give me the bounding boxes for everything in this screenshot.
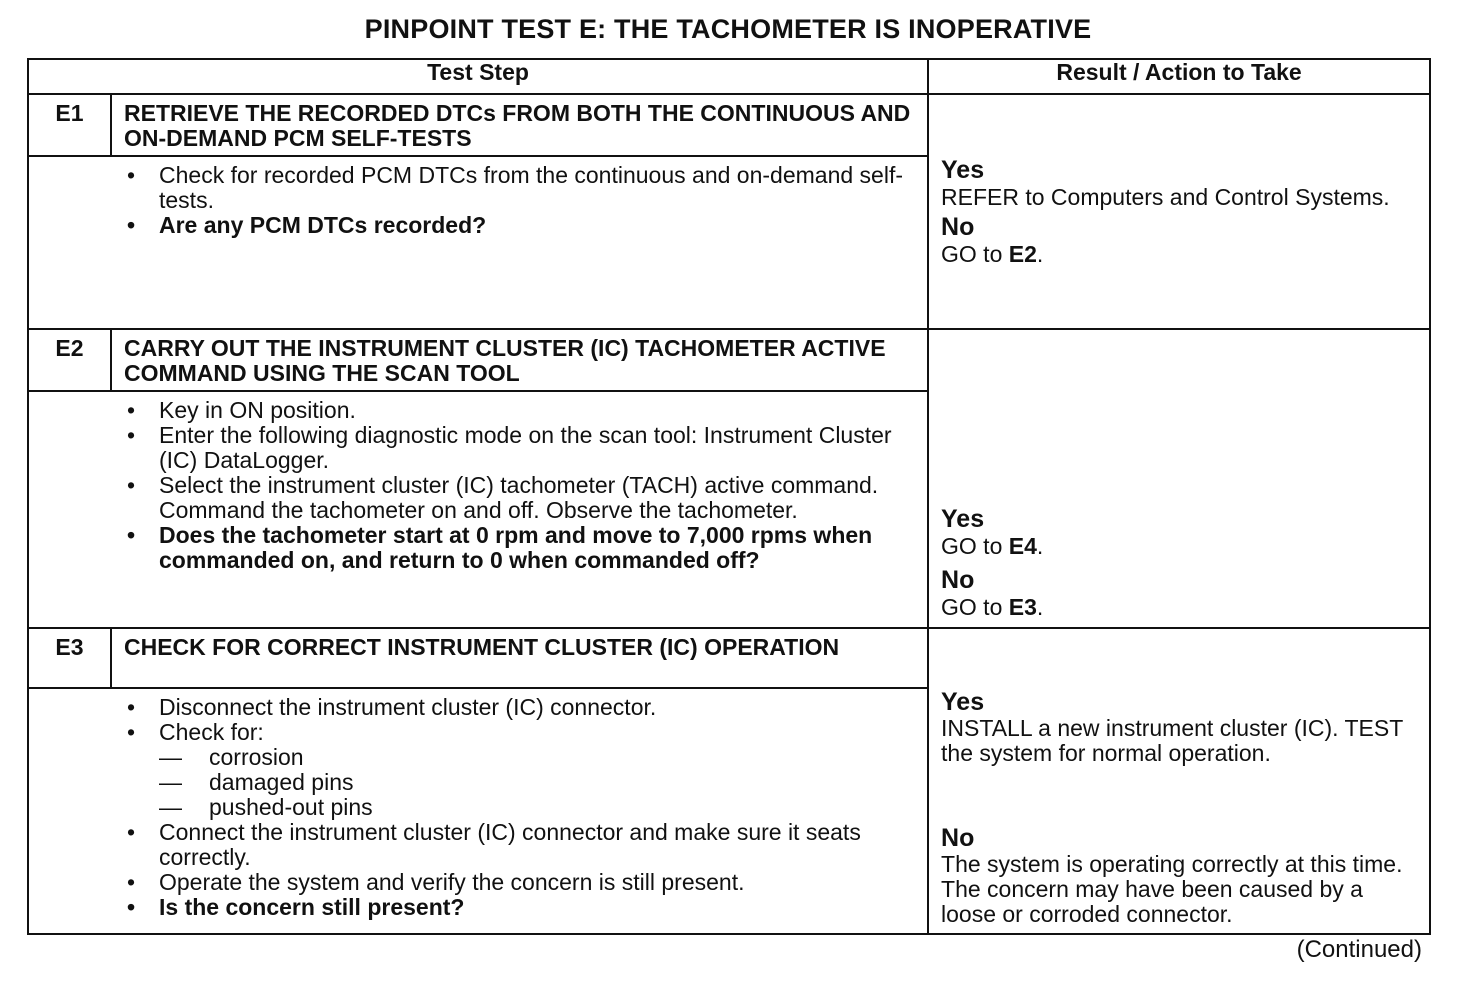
step-body: [111, 688, 928, 934]
step-ref-link: E3: [1008, 594, 1037, 620]
list-item: • Select the instrument cluster (IC) tachometer (TACH) active command. Command the tachometer on and off. Observe the tachometer.: [126, 472, 879, 523]
step-id: E3: [28, 628, 111, 688]
list-item: • Enter the following diagnostic mode on the scan tool: Instrument Cluster (IC) DataLogger.: [126, 422, 892, 473]
check-sublist: [159, 745, 917, 820]
continued-note: (Continued): [1296, 936, 1422, 963]
yes-label: Yes: [941, 155, 985, 184]
yes-label: Yes: [941, 505, 985, 533]
yes-action: GO to E4.: [941, 533, 1044, 559]
result-cell: [928, 94, 1430, 329]
sub-item: — corrosion: [159, 744, 304, 770]
step-id: E1: [28, 94, 111, 156]
question-item: • Does the tachometer start at 0 rpm and move to 7,000 rpms when commanded on, and return to 0 when commanded off?: [126, 522, 873, 573]
step-list: [123, 695, 917, 920]
sub-item: — damaged pins: [159, 769, 354, 795]
no-action: GO to E2.: [941, 240, 1044, 267]
step-id: E2: [28, 329, 111, 391]
step-ref-link: E2: [1008, 240, 1037, 267]
step-e2-heading-row: [28, 329, 1430, 391]
no-action: The system is operating correctly at this time. The concern may have been caused by a loose or corroded connector.: [941, 851, 1403, 927]
result-header: Result / Action to Take: [928, 59, 1430, 94]
list-item: • Check for recorded PCM DTCs from the continuous and on-demand self-tests.: [126, 162, 903, 213]
step-ref-link: E4: [1008, 533, 1037, 559]
test-step-header: Test Step: [28, 59, 928, 94]
step-list: [123, 398, 917, 573]
yes-action: REFER to Computers and Control Systems.: [941, 183, 1390, 210]
step-heading: CARRY OUT THE INSTRUMENT CLUSTER (IC) TACHOMETER ACTIVE COMMAND USING THE SCAN TOOL: [111, 329, 928, 391]
no-label: No: [941, 566, 975, 594]
yes-label: Yes: [941, 688, 985, 716]
no-label: No: [941, 212, 975, 241]
question-item: • Are any PCM DTCs recorded?: [126, 212, 487, 238]
list-item: • Operate the system and verify the concern is still present.: [126, 869, 745, 895]
step-heading: RETRIEVE THE RECORDED DTCs FROM BOTH THE CONTINUOUS AND ON-DEMAND PCM SELF-TESTS: [111, 94, 928, 156]
yes-action: INSTALL a new instrument cluster (IC). TEST the system for normal operation.: [941, 715, 1403, 766]
table-header-row: [28, 59, 1430, 94]
no-action: GO to E3.: [941, 594, 1044, 620]
pinpoint-test-table: [27, 58, 1431, 935]
no-label: No: [941, 824, 975, 852]
result-cell: [928, 628, 1430, 934]
sub-item: — pushed-out pins: [159, 794, 373, 820]
step-heading: CHECK FOR CORRECT INSTRUMENT CLUSTER (IC) OPERATION: [111, 628, 928, 688]
question-item: • Is the concern still present?: [126, 894, 465, 920]
list-item: • Disconnect the instrument cluster (IC) connector.: [126, 694, 657, 720]
list-item: • Check for: — corrosion — damaged pins — pushed-out pins: [123, 720, 917, 820]
result-cell: [928, 329, 1430, 628]
step-body: [111, 391, 928, 628]
step-list: [123, 163, 917, 238]
page-title: PINPOINT TEST E: THE TACHOMETER IS INOPERATIVE: [364, 14, 1092, 44]
list-item: • Key in ON position.: [126, 397, 356, 423]
step-body: [111, 156, 928, 329]
list-item: • Connect the instrument cluster (IC) connector and make sure it seats correctly.: [126, 819, 861, 870]
step-e1-heading-row: [28, 94, 1430, 156]
step-e3-heading-row: [28, 628, 1430, 688]
